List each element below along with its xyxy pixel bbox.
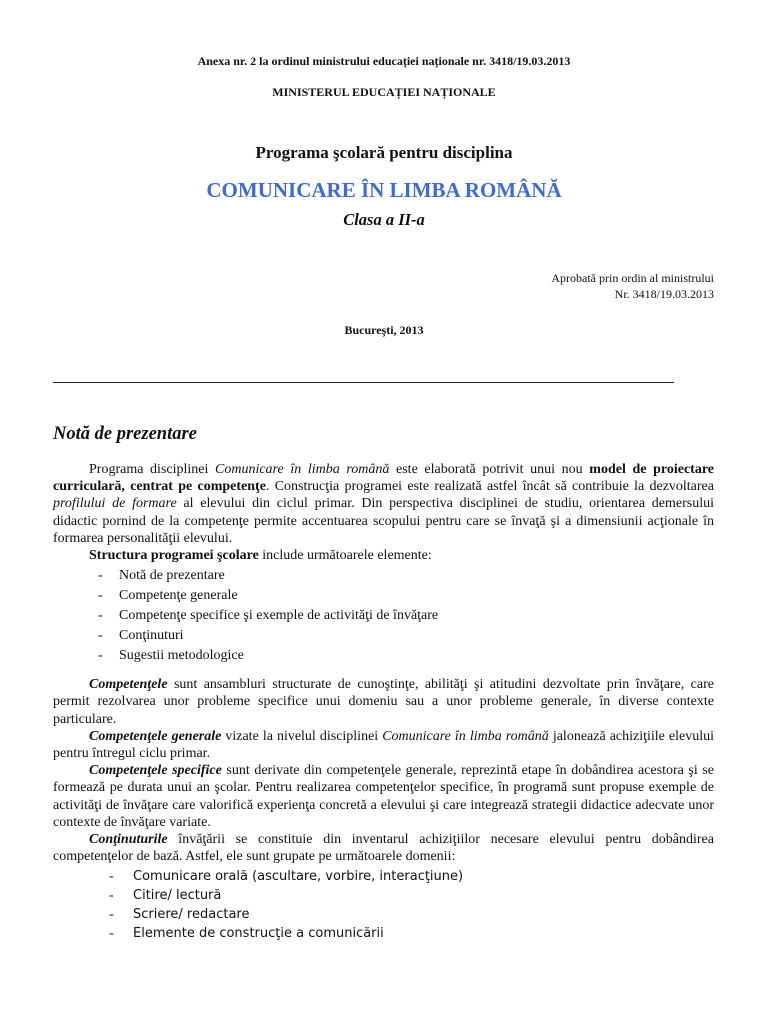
list-item [53,626,714,646]
horizontal-rule [53,382,674,383]
list-item-text: Sugestii metodologice [119,648,244,664]
annex-line: Anexa nr. 2 la ordinul ministrului educației naționale nr. 3418/19.03.2013 [197,54,571,68]
text-run: include următoarele elemente: [258,548,432,564]
text-run-bold: Structura programei şcolare [89,548,259,564]
paragraph-specific-competences [53,762,714,831]
paragraph-competences [53,676,714,728]
text-run: sunt ansambluri structurate de cunoştinţe, abilităţi şi atitudini dezvoltate prin învăţare, care permit rezolvarea unor probleme specifice unui domeniu sau a unor probleme generale, în diverse contexte particulare. [53,677,714,727]
list-item [53,886,714,905]
approval-line-2: Nr. 3418/19.03.2013 [614,287,714,301]
list-item-text: Citire/ lectură [133,888,222,904]
text-run: este elaborată potrivit unui nou [389,462,590,477]
paragraph-intro [53,461,714,547]
approval-note [551,270,714,302]
ministry-name: MINISTERUL EDUCAȚIEI NAȚIONALE [272,85,496,99]
list-item [53,646,714,666]
text-run: sunt derivate din competenţele generale, reprezintă etape în dobândirea acestora şi se formează pe durata unui an şcolar. Pentru realizarea competenţelor specifice, în programă sunt propuse exemple de activităţi de învăţare care valorifică experienţa concretă a elevului şi care integrează strategii didactice adecvate unor contexte de învăţare variate. [53,763,714,830]
section-body [53,461,714,943]
text-run-bold-italic: Conţinuturile [89,832,168,848]
text-run-italic: Comunicare în limba română [382,728,549,744]
list-item [53,924,714,943]
text-run-bold: model de proiectare curriculară, centrat pe competenţe [53,462,714,495]
section-title: Notă de prezentare [53,424,197,444]
list-item [53,606,714,626]
program-title: Programa şcolară pentru disciplina [255,143,513,162]
paragraph-structure [53,547,714,564]
list-item-text: Elemente de construcţie a comunicării [133,926,384,942]
paragraph-general-competences [53,728,714,762]
list-item-text: Notă de prezentare [119,568,225,584]
domain-list [53,867,714,943]
text-run-italic: Comunicare în limba română [215,462,390,477]
text-run: învăţării se constituie din inventarul achiziţiilor necesare elevului pentru dobândirea competenţelor de bază. Astfel, ele sunt grupate pe următoarele domenii: [53,832,714,865]
list-item [53,905,714,924]
list-item [53,566,714,586]
list-item-text: Conţinuturi [119,628,184,644]
text-run-bold-italic: Competenţele [89,677,168,693]
text-run: vizate la nivelul disciplinei [221,728,383,744]
list-item-text: Scriere/ redactare [133,907,250,923]
text-run-italic: profilului de formare [53,496,177,512]
discipline-title: COMUNICARE ÎN LIMBA ROMÂNĂ [206,178,562,202]
list-item-text: Comunicare orală (ascultare, vorbire, interacţiune) [133,869,464,885]
approval-line-1: Aprobată prin ordin al ministrului [551,271,714,285]
city-year: Bucureşti, 2013 [344,323,424,337]
list-item-text: Competenţe generale [119,588,238,604]
list-item [53,867,714,886]
structure-list [53,566,714,666]
text-run: jalonează achiziţiile elevului pentru întregul ciclu primar. [53,728,715,762]
text-run: . Construcţia programei este realizată astfel încât să contribuie la dezvoltarea [265,479,714,495]
list-item-text: Competenţe specifice şi exemple de activităţi de învăţare [119,608,439,624]
text-run: al elevului din ciclul primar. Din perspectiva disciplinei de studiu, orientarea demersului didactic pornind de la competenţe permite accentuarea scopului pentru care se învaţă şi a dimensiunii acţionale în formarea personalităţii elevului. [53,496,714,546]
text-run: Programa disciplinei [89,462,215,477]
list-item [53,586,714,606]
text-run-bold-italic: Competenţele generale [89,728,222,744]
grade-label: Clasa a II-a [343,210,425,229]
text-run-bold-italic: Competenţele specifice [89,763,222,779]
paragraph-contents [53,831,714,865]
